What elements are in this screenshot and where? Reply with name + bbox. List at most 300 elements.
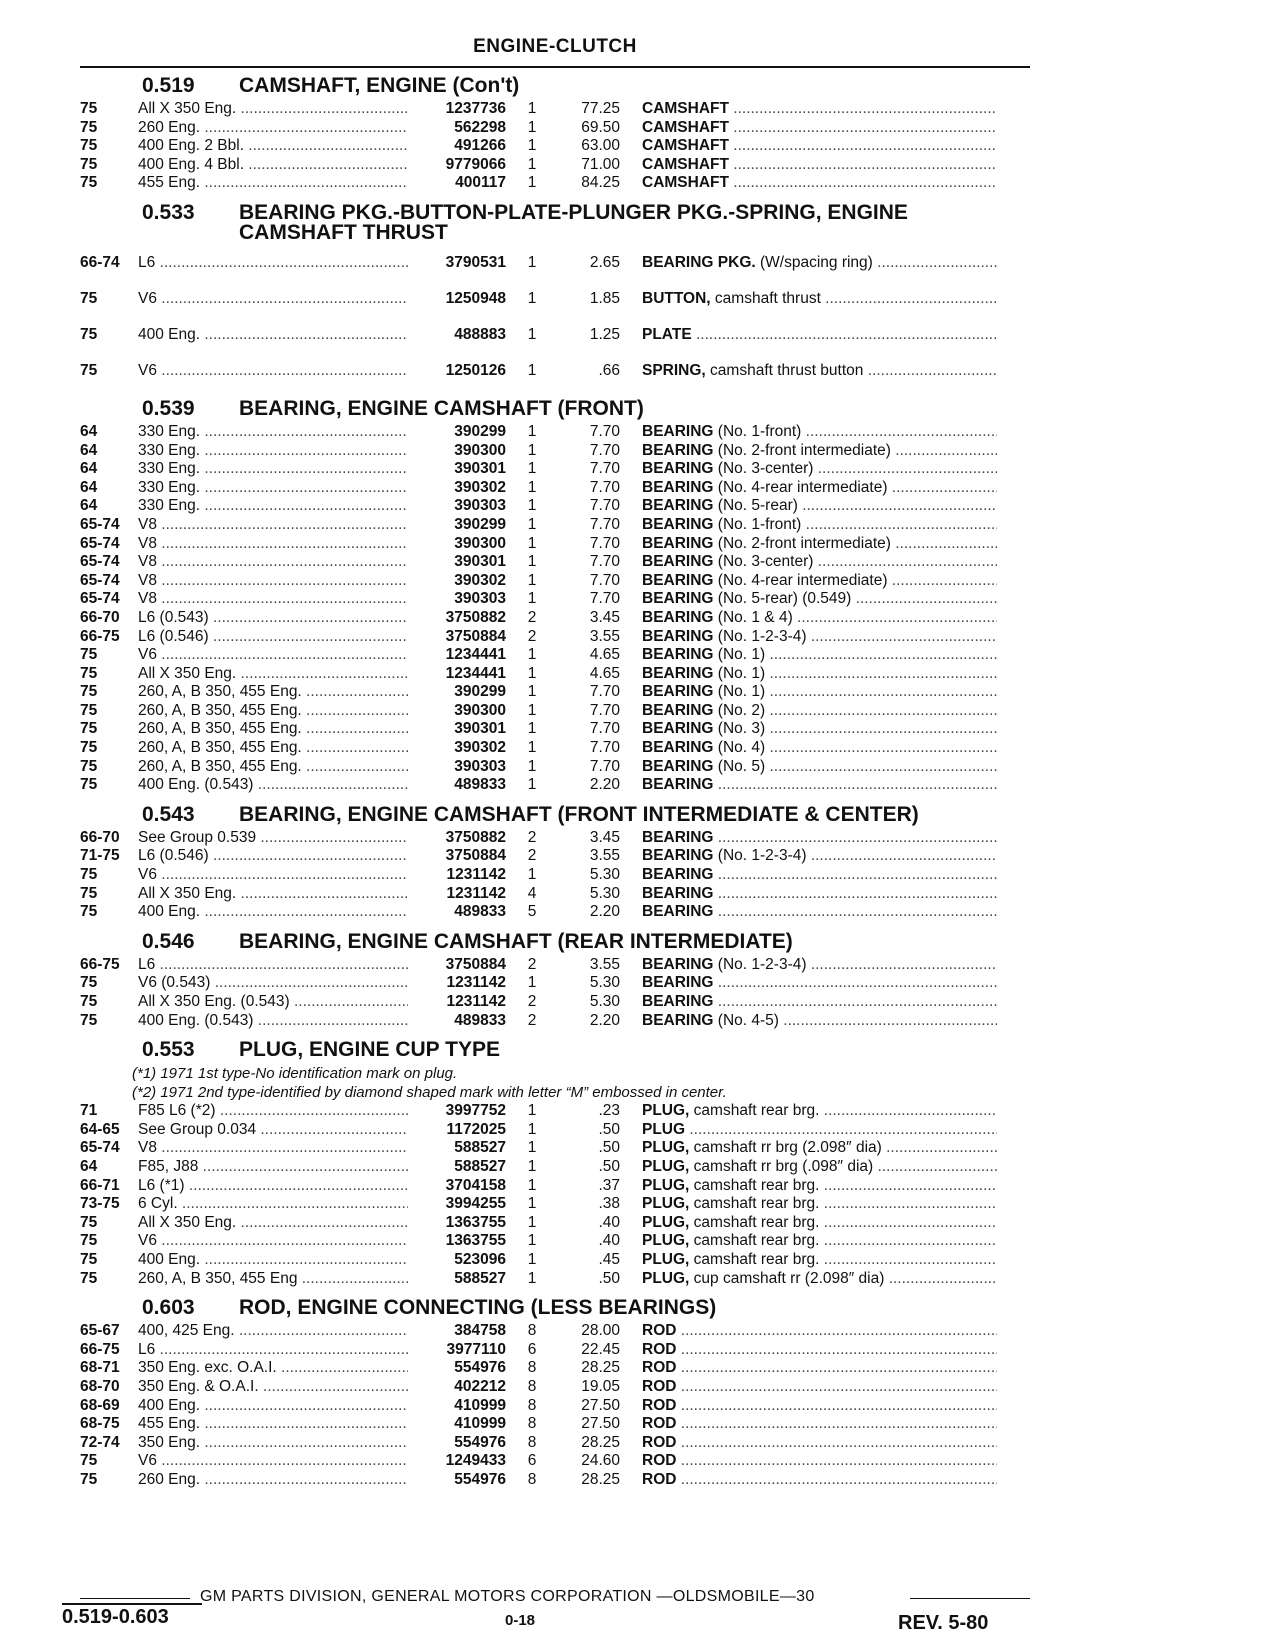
- row-year: 64: [80, 1157, 98, 1175]
- table-row: [80, 1012, 1030, 1031]
- row-part-number: 390303: [454, 497, 506, 515]
- row-year: 75: [80, 289, 98, 307]
- row-description-name: BEARING: [642, 847, 714, 865]
- row-application: V6 .....: [138, 281, 408, 317]
- row-part-number: 491266: [454, 137, 506, 155]
- row-quantity: 8: [527, 1377, 537, 1395]
- row-quantity: 6: [527, 1452, 537, 1470]
- row-price: .50: [598, 1120, 620, 1138]
- row-description-detail: (No. 1): [713, 683, 766, 701]
- row-part-number: 588527: [454, 1157, 506, 1175]
- row-description-name: BEARING: [642, 866, 714, 884]
- row-price: .50: [598, 1157, 620, 1175]
- table-row: [80, 1251, 1030, 1270]
- row-description-detail: (No. 2): [713, 701, 766, 719]
- table-row: [80, 683, 1030, 702]
- row-description-name: ROD: [642, 1359, 677, 1377]
- row-part-number: 400117: [455, 174, 506, 192]
- row-application: 400 Eng. 2 Bbl. .....: [138, 137, 408, 156]
- row-part-number: 1231142: [446, 993, 506, 1010]
- row-price: 27.50: [581, 1396, 620, 1414]
- row-description: [620, 553, 997, 572]
- row-part-number: 390303: [454, 757, 506, 775]
- row-quantity: 1: [527, 515, 537, 533]
- table-row: [80, 460, 1030, 479]
- row-description: [620, 119, 997, 138]
- row-quantity: 1: [527, 1213, 537, 1231]
- row-description: [620, 174, 997, 193]
- row-part-number: 3704158: [445, 1176, 506, 1194]
- row-description: [620, 1012, 997, 1031]
- row-description: [620, 956, 997, 975]
- row-application: 260, A, B 350, 455 Eng. .....: [138, 702, 408, 721]
- section-heading: [80, 803, 1030, 827]
- row-description-detail: (No. 4-5): [713, 1011, 779, 1029]
- row-price: 7.70: [589, 460, 620, 478]
- row-description-detail: (No. 3-center): [713, 553, 814, 571]
- row-year: 75: [80, 325, 98, 343]
- row-description-name: BEARING: [642, 683, 714, 701]
- row-price: 1.85: [589, 289, 620, 307]
- row-quantity: 1: [527, 776, 537, 794]
- row-description-name: BEARING: [642, 884, 714, 902]
- row-description: [620, 866, 997, 885]
- table-row: [80, 1434, 1030, 1453]
- row-description: [620, 720, 997, 739]
- row-year: 65-74: [80, 534, 120, 552]
- row-quantity: 8: [527, 1470, 537, 1488]
- row-description-detail: (No. 4): [713, 739, 766, 757]
- row-description: [620, 460, 997, 479]
- row-quantity: 1: [527, 974, 537, 992]
- row-application: All X 350 Eng. .....: [138, 885, 408, 904]
- row-part-number: 3997752: [445, 1102, 506, 1120]
- row-quantity: 1: [527, 683, 537, 701]
- row-price: 7.70: [589, 739, 620, 757]
- row-application: F85, J88 .....: [138, 1158, 408, 1177]
- table-row: [80, 776, 1030, 795]
- table-row: [80, 628, 1030, 647]
- row-description-detail: (No. 3-center): [713, 460, 814, 478]
- row-part-number: 390302: [454, 478, 506, 496]
- row-application: 350 Eng. .....: [138, 1434, 408, 1453]
- row-quantity: 5: [527, 903, 537, 921]
- row-part-number: 410999: [454, 1396, 506, 1414]
- row-year: 65-74: [80, 571, 120, 589]
- section-number: 0.543: [142, 802, 195, 826]
- row-price: .66: [598, 361, 620, 379]
- row-application: V8 .....: [138, 1139, 408, 1158]
- section-number: 0.553: [142, 1038, 195, 1062]
- row-part-number: 3750882: [445, 608, 506, 626]
- table-row: [80, 156, 1030, 175]
- row-part-number: 390300: [454, 534, 506, 552]
- row-part-number: 1237736: [445, 100, 506, 117]
- row-year: 71-75: [80, 847, 120, 865]
- row-year: 75: [80, 664, 98, 682]
- row-part-number: 3750882: [445, 828, 506, 846]
- section-heading: [80, 74, 1030, 98]
- row-description: [620, 1471, 997, 1490]
- row-quantity: 1: [527, 325, 537, 343]
- row-application: V6 .....: [138, 353, 408, 389]
- row-price: 22.45: [581, 1340, 620, 1358]
- page-header: [80, 34, 1030, 68]
- row-part-number: 588527: [454, 1139, 506, 1157]
- row-quantity: 1: [527, 1250, 537, 1268]
- row-application: 260, A, B 350, 455 Eng .....: [138, 1270, 408, 1289]
- section-0-533: [80, 201, 1030, 389]
- row-description: [620, 609, 997, 628]
- row-quantity: 1: [527, 100, 537, 117]
- table-row: [80, 1270, 1030, 1289]
- row-price: 84.25: [581, 174, 620, 192]
- row-year: 75: [80, 739, 98, 757]
- row-description: [620, 1270, 997, 1289]
- row-description: [620, 245, 997, 281]
- row-quantity: 8: [527, 1359, 537, 1377]
- row-part-number: 488883: [454, 325, 506, 343]
- row-part-number: 554976: [454, 1359, 506, 1377]
- row-description-name: BEARING PKG.: [642, 253, 756, 271]
- row-application: L6 .....: [138, 245, 408, 281]
- row-quantity: 1: [527, 646, 537, 664]
- row-year: 64: [80, 422, 98, 440]
- row-description: [620, 1214, 997, 1233]
- row-description-name: BEARING: [642, 776, 714, 794]
- section-heading: [80, 201, 1030, 243]
- row-description-name: BEARING: [642, 757, 714, 775]
- row-part-number: 390302: [454, 571, 506, 589]
- section-title: BEARING, ENGINE CAMSHAFT (FRONT): [239, 396, 644, 420]
- row-part-number: 1249433: [445, 1452, 506, 1470]
- row-description-name: BEARING: [642, 1011, 714, 1029]
- row-price: .45: [598, 1250, 620, 1268]
- row-description: [620, 758, 997, 777]
- row-description-detail: camshaft thrust button: [705, 361, 864, 379]
- row-part-number: 554976: [454, 1470, 506, 1488]
- row-year: 71: [80, 1102, 98, 1120]
- row-quantity: 2: [527, 828, 537, 846]
- row-year: 68-70: [80, 1377, 120, 1395]
- row-description: [620, 646, 997, 665]
- table-row: [80, 572, 1030, 591]
- row-description: [620, 535, 997, 554]
- row-price: 1.25: [589, 325, 620, 343]
- row-description-name: PLUG,: [642, 1139, 690, 1157]
- row-description-detail: camshaft rr brg (.098″ dia): [689, 1157, 874, 1175]
- row-price: .37: [598, 1176, 620, 1194]
- row-quantity: 8: [527, 1322, 537, 1340]
- row-description-name: PLATE: [642, 325, 692, 343]
- row-part-number: 489833: [454, 903, 506, 921]
- row-part-number: 390301: [454, 720, 506, 738]
- row-price: 2.20: [589, 1011, 620, 1029]
- footer-rule-left: [80, 1598, 190, 1599]
- row-description: [620, 903, 997, 922]
- row-application: 455 Eng. .....: [138, 1415, 408, 1434]
- row-price: 7.70: [589, 534, 620, 552]
- row-description: [620, 1322, 997, 1341]
- row-application: F85 L6 (*2) .....: [138, 1102, 408, 1121]
- table-row: [80, 281, 1030, 317]
- table-row: [80, 137, 1030, 156]
- row-description: [620, 353, 997, 389]
- row-application: 455 Eng. .....: [138, 174, 408, 193]
- row-description-detail: camshaft rear brg.: [689, 1250, 820, 1268]
- row-description-name: PLUG: [642, 1120, 686, 1138]
- table-row: [80, 609, 1030, 628]
- row-description-detail: (No. 5-rear): [713, 497, 798, 515]
- table-row: [80, 1452, 1030, 1471]
- row-year: 68-71: [80, 1359, 120, 1377]
- row-year: 75: [80, 118, 98, 136]
- table-row: [80, 720, 1030, 739]
- row-part-number: 384758: [454, 1322, 506, 1340]
- table-row: [80, 1121, 1030, 1140]
- row-price: 5.30: [589, 866, 620, 884]
- row-description-name: BEARING: [642, 828, 714, 846]
- row-description-detail: (No. 4-rear intermediate): [713, 571, 888, 589]
- table-row: [80, 479, 1030, 498]
- row-description: [620, 317, 997, 353]
- row-price: 27.50: [581, 1415, 620, 1433]
- row-description: [620, 100, 997, 119]
- row-year: 75: [80, 1452, 98, 1470]
- row-year: 66-75: [80, 955, 120, 973]
- row-description-detail: (No. 2-front intermediate): [713, 534, 891, 552]
- row-quantity: 1: [527, 664, 537, 682]
- row-application: 260, A, B 350, 455 Eng. .....: [138, 683, 408, 702]
- row-part-number: 1234441: [445, 646, 506, 664]
- row-description-name: BUTTON,: [642, 289, 711, 307]
- row-description-detail: camshaft rear brg.: [689, 1102, 820, 1120]
- row-year: 75: [80, 903, 98, 921]
- table-row: [80, 1195, 1030, 1214]
- row-description: [620, 1121, 997, 1140]
- row-year: 72-74: [80, 1433, 120, 1451]
- row-quantity: 1: [527, 497, 537, 515]
- row-part-number: 489833: [454, 776, 506, 794]
- row-description-name: BEARING: [642, 571, 714, 589]
- row-price: 2.20: [589, 903, 620, 921]
- row-description: [620, 137, 997, 156]
- row-quantity: 1: [527, 1102, 537, 1120]
- row-price: 7.70: [589, 441, 620, 459]
- row-description-name: PLUG,: [642, 1213, 690, 1231]
- row-year: 66-75: [80, 1340, 120, 1358]
- row-part-number: 1172025: [446, 1120, 506, 1138]
- row-description: [620, 628, 997, 647]
- row-description-detail: (No. 1-2-3-4): [713, 847, 807, 865]
- row-year: 65-74: [80, 553, 120, 571]
- table-row: [80, 1232, 1030, 1251]
- section-title: BEARING, ENGINE CAMSHAFT (REAR INTERMEDIATE): [239, 929, 793, 953]
- row-description-name: PLUG,: [642, 1176, 690, 1194]
- row-quantity: 1: [527, 422, 537, 440]
- row-description-name: ROD: [642, 1396, 677, 1414]
- row-description: [620, 885, 997, 904]
- table-row: [80, 1322, 1030, 1341]
- row-application: 400 Eng. (0.543) .....: [138, 1012, 408, 1031]
- row-part-number: 402212: [454, 1377, 506, 1395]
- row-application: V6 .....: [138, 866, 408, 885]
- row-description-detail: (No. 2-front intermediate): [713, 441, 891, 459]
- section-0-539: [80, 397, 1030, 795]
- row-description-name: PLUG,: [642, 1250, 690, 1268]
- row-price: 7.70: [589, 701, 620, 719]
- row-description: [620, 1378, 997, 1397]
- row-price: 69.50: [581, 118, 620, 136]
- row-description-name: BEARING: [642, 553, 714, 571]
- footer-revision: REV. 5-80: [898, 1612, 989, 1634]
- row-year: 75: [80, 884, 98, 902]
- row-description: [620, 442, 997, 461]
- row-description-name: BEARING: [642, 993, 714, 1010]
- table-row: [80, 590, 1030, 609]
- table-row: [80, 516, 1030, 535]
- row-year: 75: [80, 974, 98, 992]
- row-application: 400 Eng. (0.543) .....: [138, 776, 408, 795]
- row-application: See Group 0.034 .....: [138, 1121, 408, 1140]
- row-year: 66-70: [80, 828, 120, 846]
- row-part-number: 1231142: [446, 866, 506, 884]
- row-description-name: ROD: [642, 1340, 677, 1358]
- row-year: 68-69: [80, 1396, 120, 1414]
- row-quantity: 2: [527, 993, 537, 1010]
- row-part-number: 1234441: [445, 664, 506, 682]
- row-price: .50: [598, 1139, 620, 1157]
- row-price: 3.55: [589, 847, 620, 865]
- row-part-number: 9779066: [445, 155, 506, 173]
- row-year: 75: [80, 1232, 98, 1250]
- row-price: 3.45: [589, 828, 620, 846]
- row-application: All X 350 Eng. .....: [138, 1214, 408, 1233]
- row-price: 77.25: [581, 100, 620, 117]
- row-description-name: PLUG,: [642, 1195, 690, 1213]
- row-description-detail: (No. 1): [713, 664, 766, 682]
- row-description-detail: (No. 5-rear) (0.549): [713, 590, 852, 608]
- row-part-number: 390302: [454, 739, 506, 757]
- table-row: [80, 665, 1030, 684]
- row-application: 260 Eng. .....: [138, 1471, 408, 1490]
- row-year: 64: [80, 441, 98, 459]
- row-year: 66-74: [80, 253, 120, 271]
- row-description-name: BEARING: [642, 608, 714, 626]
- row-quantity: 1: [527, 1157, 537, 1175]
- section-number: 0.603: [142, 1296, 195, 1320]
- table-row: [80, 829, 1030, 848]
- section-0-519: [80, 74, 1030, 193]
- row-application: 330 Eng. .....: [138, 423, 408, 442]
- row-year: 75: [80, 701, 98, 719]
- row-year: 64-65: [80, 1120, 120, 1138]
- table-row: [80, 317, 1030, 353]
- row-year: 75: [80, 100, 98, 117]
- row-quantity: 1: [527, 1269, 537, 1287]
- row-quantity: 1: [527, 739, 537, 757]
- section-heading: [80, 397, 1030, 421]
- row-description-name: ROD: [642, 1322, 677, 1340]
- section-0-603: [80, 1296, 1030, 1489]
- row-quantity: 1: [527, 478, 537, 496]
- table-row: [80, 1378, 1030, 1397]
- row-description: [620, 516, 997, 535]
- row-part-number: 390300: [454, 701, 506, 719]
- row-part-number: 390301: [454, 553, 506, 571]
- row-description-name: BEARING: [642, 590, 714, 608]
- row-year: 65-74: [80, 1139, 120, 1157]
- table-row: [80, 974, 1030, 993]
- table-row: [80, 353, 1030, 389]
- row-description-name: BEARING: [642, 664, 714, 682]
- row-description: [620, 1341, 997, 1360]
- row-quantity: 1: [527, 253, 537, 271]
- table-row: [80, 993, 1030, 1012]
- section-title: BEARING, ENGINE CAMSHAFT (FRONT INTERMEDIATE & CENTER): [239, 802, 919, 826]
- table-row: [80, 100, 1030, 119]
- row-year: 75: [80, 1011, 98, 1029]
- row-year: 75: [80, 683, 98, 701]
- row-quantity: 2: [527, 1011, 537, 1029]
- row-part-number: 489833: [454, 1011, 506, 1029]
- table-row: [80, 497, 1030, 516]
- row-description: [620, 497, 997, 516]
- row-application: 400 Eng. .....: [138, 1397, 408, 1416]
- row-application: V8 .....: [138, 590, 408, 609]
- row-year: 75: [80, 646, 98, 664]
- row-description-name: BEARING: [642, 441, 714, 459]
- row-description-name: BEARING: [642, 701, 714, 719]
- row-part-number: 1250126: [445, 361, 506, 379]
- row-quantity: 8: [527, 1396, 537, 1414]
- row-application: V6 .....: [138, 1452, 408, 1471]
- row-application: V6 (0.543) .....: [138, 974, 408, 993]
- row-quantity: 1: [527, 118, 537, 136]
- row-part-number: 390301: [454, 460, 506, 478]
- row-price: 2.65: [589, 253, 620, 271]
- row-quantity: 1: [527, 866, 537, 884]
- row-description-detail: camshaft rear brg.: [689, 1176, 820, 1194]
- row-description: [620, 739, 997, 758]
- row-application: 260, A, B 350, 455 Eng. .....: [138, 739, 408, 758]
- row-price: 7.70: [589, 515, 620, 533]
- row-price: .50: [598, 1269, 620, 1287]
- row-price: 7.70: [589, 590, 620, 608]
- row-year: 75: [80, 993, 98, 1010]
- section-note: (*2) 1971 2nd type-identified by diamond shaped mark with letter “M” embossed in center.: [132, 1084, 727, 1102]
- row-description-name: BEARING: [642, 646, 714, 664]
- row-application: 400 Eng. 4 Bbl. .....: [138, 156, 408, 175]
- row-description: [620, 974, 997, 993]
- row-description-name: BEARING: [642, 720, 714, 738]
- row-price: .23: [598, 1102, 620, 1120]
- row-part-number: 390300: [454, 441, 506, 459]
- table-row: [80, 119, 1030, 138]
- row-description-name: CAMSHAFT: [642, 118, 729, 136]
- table-row: [80, 535, 1030, 554]
- row-description: [620, 702, 997, 721]
- row-part-number: 390303: [454, 590, 506, 608]
- row-application: L6 (*1) .....: [138, 1177, 408, 1196]
- table-row: [80, 1359, 1030, 1378]
- row-price: 7.70: [589, 553, 620, 571]
- footer-publisher: GM PARTS DIVISION, GENERAL MOTORS CORPORATION —OLDSMOBILE—30: [200, 1588, 815, 1605]
- row-application: V8 .....: [138, 535, 408, 554]
- row-year: 65-74: [80, 515, 120, 533]
- row-price: 4.65: [589, 664, 620, 682]
- row-price: 2.20: [589, 776, 620, 794]
